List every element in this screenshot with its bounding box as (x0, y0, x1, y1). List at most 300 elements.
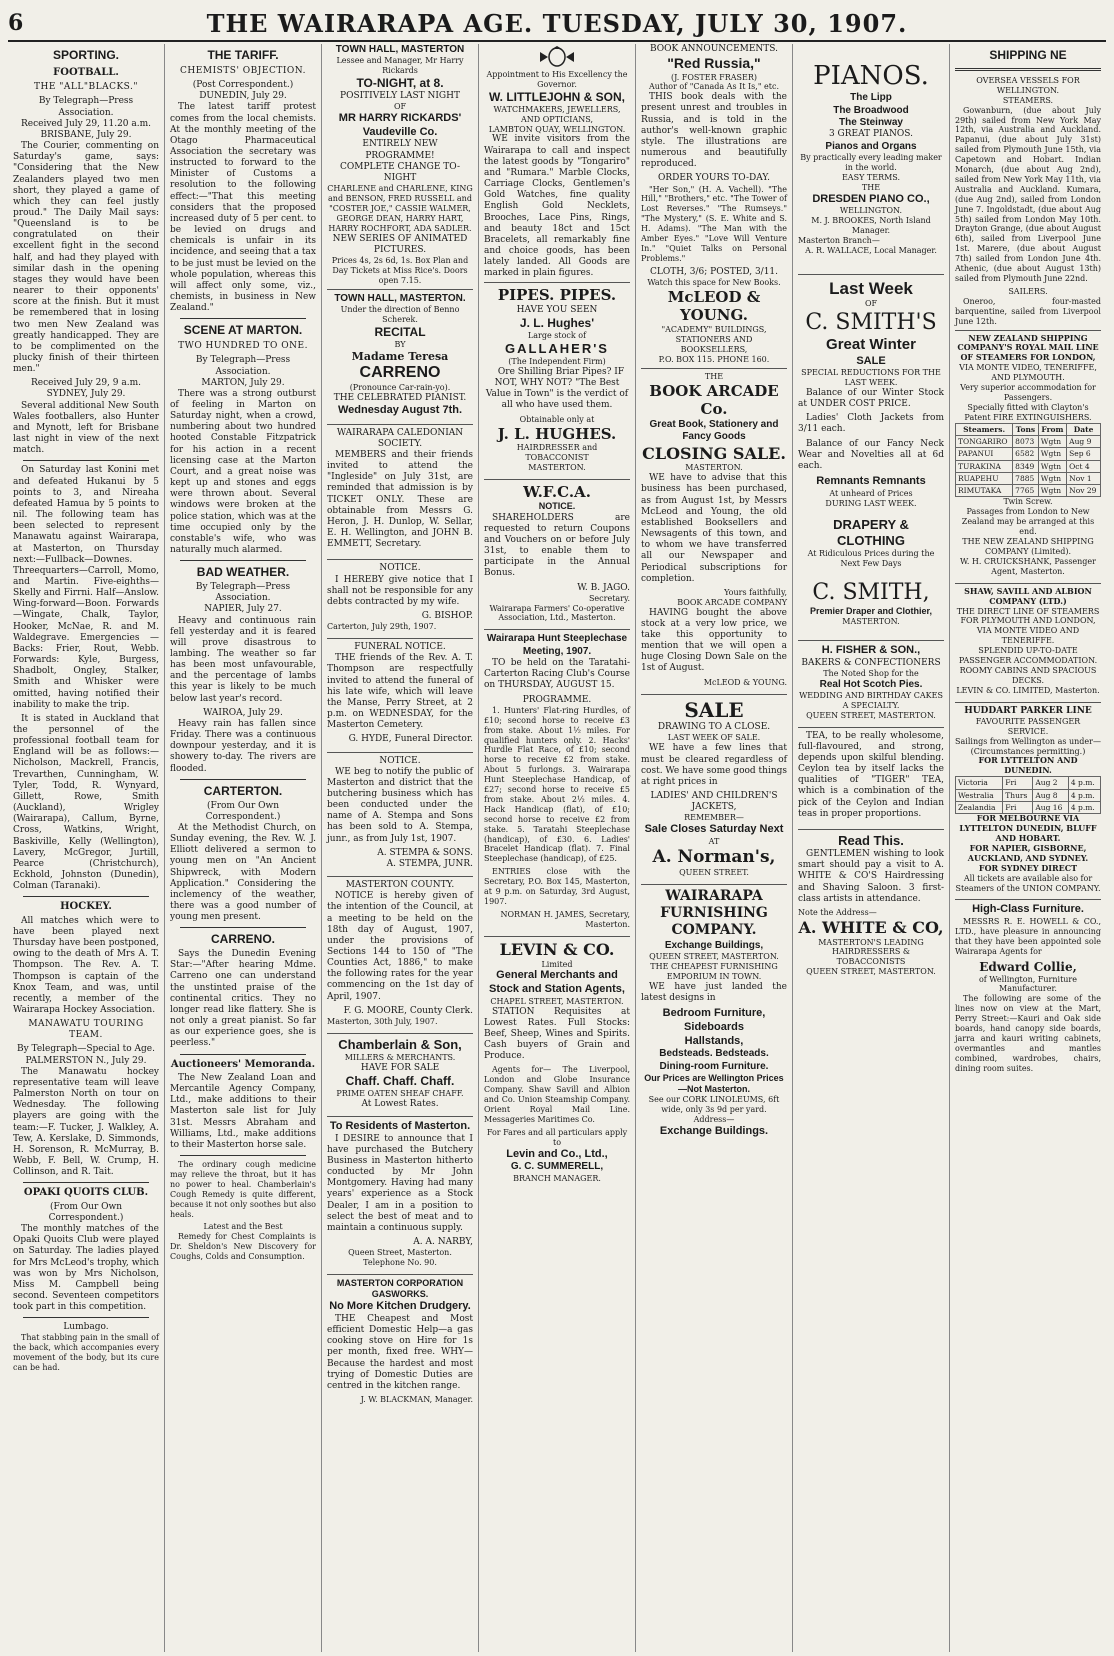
ad-heading: Lumbago. (63, 1322, 109, 1333)
article-body: Heavy and continuous rain fell yesterday and it is feared will prove disastrous to lambing. The weather so far has been most unfavourable, and the percentage of lambs this year is likely to be much below last year's record. (170, 615, 316, 704)
ad-line: Passages from London to New Zealand may be arranged at this end. (961, 507, 1095, 537)
ad-body: SHAREHOLDERS are requested to return Coupons and Vouchers on or before July 31st, to enable them to participate in the Annual Bonus. (484, 512, 630, 579)
ad-line: HAVE YOU SEEN (516, 305, 598, 316)
ad-line: Premier Draper and Clothier, (809, 605, 933, 616)
ad-line: Exchange Buildings, (664, 939, 764, 951)
article-body: The monthly matches of the Opaki Quoits Club were played on Saturday. The ladies played for Mrs McLeod's trophy, which was won by Mrs Nicholson, Miss M. Campbell being second. Seventeen competitors took part in this competition. (13, 1224, 159, 1313)
ad-body: Ladies' Cloth Jackets from 3/11 each. (798, 413, 944, 435)
table-cell: Thurs (1003, 789, 1033, 801)
ad-body: That stabbing pain in the small of the back, which accompanies every movement of the body, but its cure can be had. (13, 1333, 159, 1373)
ad-line: DRESDEN PIANO CO., (812, 192, 930, 205)
ad-line: ROOMY CABINS AND SPACIOUS DECKS. (959, 665, 1097, 685)
columns (8, 44, 1106, 1652)
ad-heading: NEW ZEALAND SHIPPING COMPANY'S ROYAL MAIL LINE OF STEAMERS FOR LONDON, (957, 332, 1099, 363)
heading-weather: BAD WEATHER. (196, 565, 290, 580)
byline: (From Our Own Correspondent.) (205, 800, 281, 822)
ad-line: A. WHITE & CO, (798, 917, 944, 937)
ad-line: By practically every leading maker in the world. (800, 152, 942, 172)
section-heading: OVERSEA VESSELS FOR WELLINGTON. (976, 75, 1080, 95)
table-row (956, 789, 1101, 801)
table-cell: 8349 (1013, 460, 1039, 472)
table-cell: TURAKINA (956, 460, 1013, 472)
ad-body: I HEREBY give notice that I shall not be responsible for any debts contracted by my wife. (327, 574, 473, 607)
table-cell: 4 p.m. (1068, 777, 1100, 789)
ad-line: of Wellington, Furniture Manufacturer. (978, 974, 1077, 994)
ad-line: DRAPERY & CLOTHING (833, 516, 909, 548)
ad-body: TEA, to be really wholesome, full-flavoured, and strong, depends upon skilful blending. Ceylon tea by itself lacks the qualities of "TIGER" TEA, which is a combination of the pick of the Ceylon and Indian teas in proper proportions. (798, 730, 944, 819)
ad-line: "ACADEMY" BUILDINGS, (661, 325, 767, 335)
ad-line: Wednesday August 7th. (337, 404, 463, 417)
ad-line: GALLAHER'S (505, 340, 609, 356)
ad-heading: MASTERTON CORPORATION GASWORKS. (336, 1277, 464, 1300)
table-cell: 7885 (1013, 472, 1039, 484)
ad-line: EASY TERMS. (841, 172, 901, 182)
ad-line: HAVE FOR SALE (360, 1062, 440, 1073)
ad-line: THE (861, 182, 881, 192)
ad-line: Remnants Remnants (816, 475, 926, 488)
ad-body: The following are some of the lines now on view at the Mart, Perry Street:—Kauri and Oak side boards, hand canopy side boards, jarra and kauri writing cabinets, overmantles and mantles combined, wardrobes, chairs, dining room suites. (955, 994, 1101, 1073)
column-advertisements-a (478, 44, 635, 1652)
ad-line: Twin Screw. (1003, 497, 1053, 507)
ad-line: BY (394, 339, 406, 349)
ad-line: BRANCH MANAGER. (513, 1173, 601, 1183)
ad-line: G. C. SUMMERELL, (510, 1161, 604, 1173)
ad-line: COMPLETE CHANGE TO-NIGHT (340, 161, 460, 183)
ad-line: FOR NAPIER, GISBORNE, AUCKLAND, AND SYDNEY. (967, 842, 1089, 863)
ad-line: STATIONERS AND BOOKSELLERS, (675, 334, 753, 354)
ad-line: The Lipp (850, 92, 892, 104)
column-sporting (8, 44, 164, 1652)
column-advertisements-c (792, 44, 949, 1652)
ad-signature: G. HYDE, Funeral Director. (348, 734, 473, 745)
article-body: All matches which were to have been played next Thursday have been postponed, owing to the death of Mrs A. T. Thompson. The Rev. A. T. Thompson is captain of the Knox Team, and was, until recently, a member of the Wairarapa Hockey Association. (13, 915, 159, 1015)
ad-line: At Lowest Rates. (361, 1098, 439, 1109)
ad-line: NOTICE. (538, 501, 576, 512)
column-advertisements-b (635, 44, 792, 1652)
article-body: The latest tariff protest comes from the local chemists. At the monthly meeting of the Otago Pharmaceutical Association the secretary was instructed to forward to the Minister of Customs a resolution to the following effect:—"That this meeting considers that the proposed increased duty of 5 per cent. to be levied on drugs and chemicals is unfair in its incidence, and seeing that a tax to be just must be levied on the whole population, whereas this will affect only some, viz., chemists, in business in New Zealand." (170, 102, 316, 314)
ad-signature: McLEOD & YOUNG. (703, 677, 787, 687)
ad-line: Under the direction of Benno Scherek. (340, 304, 460, 324)
ad-line: Queen Street, Masterton. Telephone No. 90. (348, 1248, 452, 1268)
byline: By Telegraph—Press Association. (195, 355, 291, 377)
ad-line: ORDER YOURS TO-DAY. (657, 173, 771, 184)
ad-line: Very superior accommodation for Passengers. (960, 383, 1096, 402)
ad-line: Vaudeville Co. (362, 125, 438, 138)
ad-heading: MASTERTON COUNTY. (345, 880, 455, 891)
ad-line: DRAWING TO A CLOSE. (657, 722, 771, 733)
ad-line: BAKERS & CONFECTIONERS (801, 657, 941, 668)
ad-body: THE friends of the Rev. A. T. Thompson are respectfully invited to attend the funeral of his late wife, which will leave the Manse, Perry Street, at 2 p.m. on WEDNESDAY, for the Masterton Cemetery. (327, 653, 473, 731)
byline: By Telegraph—Press Association. (195, 582, 291, 604)
heading-shipping: SHIPPING NE (989, 48, 1067, 62)
ad-line: OF (864, 298, 878, 308)
article-body: Oneroo, four-masted barquentine, sailed from Liverpool June 12th. (955, 296, 1101, 326)
ad-line: CLOTH, 3/6; POSTED, 3/11. (649, 266, 779, 277)
ad-line: MASTERTON'S LEADING HAIRDRESSERS & TOBACCONISTS (818, 937, 924, 967)
ad-line: RECITAL (374, 324, 426, 339)
ad-line: CARRENO (359, 364, 441, 382)
ad-signature: G. BISHOP. (421, 611, 473, 622)
ad-line: WELLINGTON. (839, 206, 903, 216)
ad-line: All tickets are available also for Steamers of the UNION COMPANY. (955, 873, 1101, 893)
byline: (From Our Own Correspondent.) (48, 1201, 124, 1223)
dateline: PALMERSTON N., July 29. (25, 1055, 147, 1066)
ad-signature: A. STEMPA & SONS. (377, 847, 473, 858)
ad-line: The Steinway (839, 117, 903, 129)
ad-heading: H. FISHER & SON., (821, 643, 921, 656)
ad-line: See our CORK LINOLEUMS, 6ft wide, only 3s 9d per yard. (648, 1095, 780, 1115)
sailing-table (955, 776, 1101, 814)
table-cell: Fri (1003, 777, 1033, 789)
ad-signature: A. STEMPA, JUNR. (386, 858, 473, 869)
heading-allblacks: THE "ALL"BLACKS." (33, 82, 139, 93)
article-body: Says the Dunedin Evening Star:—"After hearing Mdme. Carreno one can understand the unstinted praise of the continental critics. They no longer read like flattery. She is not only a great pianist. So far as our experience goes, she is peerless." (170, 949, 316, 1049)
ad-line: Sailings from Wellington as under—(Circumstances permitting.) (955, 736, 1101, 756)
ad-line: Wairarapa Farmers' Co-operative Association, Ltd., Masterton. (489, 603, 625, 623)
article-body: Gowanburn, (due about July 29th) sailed from New York May 12th, via Australia and Auckland. Papanui, (due about July 31st) sailed from Plymouth June 15th, via Capetown and Hobart. Indian Monarch, (due about Aug 2nd), sailed from New York May 11th, via Australia and Auckland. Kumara, (due Aug 2nd), sailed from London June 7. Ingoldstadt, (due about Aug 5th) sailed from London May 10th. Drayton Grange, (due about August 6th), sailed from Liverpool June 1st. Marere, (due about August 7th) sailed from London June 4th. Athenic, (due about August 13th) sailed from Plymouth June 22nd. (955, 105, 1101, 283)
ad-line: Specially fitted with Clayton's Patent FIRE EXTINGUISHERS. (964, 402, 1092, 422)
ad-signature: F. G. MOORE, County Clerk. (343, 1005, 473, 1016)
ad-heading: LEVIN & CO. (499, 939, 615, 959)
ad-line: Watch this space for New Books. (647, 277, 781, 287)
ad-line: 3 GREAT PIANOS. (828, 129, 914, 140)
table-cell: Wgtn (1038, 472, 1066, 484)
table-cell: Wgtn (1038, 435, 1066, 447)
dateline: DUNEDIN, July 29. (199, 91, 287, 102)
ad-heading: Wairarapa Hunt Steeplechase Meeting, 1907. (486, 633, 628, 657)
heading-carterton: CARTERTON. (203, 783, 283, 798)
ad-line: QUEEN STREET, MASTERTON. (806, 710, 936, 720)
table-cell: Aug 16 (1033, 801, 1069, 813)
subheading: TWO HUNDRED TO ONE. (178, 341, 308, 352)
ad-body: MESSRS R. E. HOWELL & CO., LTD., have pleasure in announcing that they have been appointed sole Wairarapa Agents for (955, 917, 1101, 956)
table-row (956, 801, 1101, 813)
table-cell: Westralia (956, 789, 1003, 801)
ad-line: Address— (693, 1115, 735, 1125)
ad-body: ENTRIES close with the Secretary, P.O. Box 145, Masterton, at 9 p.m. on Saturday, 3rd August, 1907. (484, 867, 630, 907)
ad-line: "Red Russia," (667, 55, 761, 72)
ad-body: WE beg to notify the public of Masterton and district that the butchering business which has been conducted under the name of A. Stempa and Sons has been sold to A. Stempa, junr., as from July 1st, 1907. (327, 766, 473, 844)
ad-line: LAMBTON QUAY, WELLINGTON. (488, 124, 626, 134)
ad-body: GENTLEMEN wishing to look smart should pay a visit to A. WHITE & CO'S Hairdressing and Shaving Saloon. 3 first-class artists in attendance. (798, 849, 944, 904)
ad-line: Large stock of (527, 331, 587, 341)
ad-line: PRIME OATEN SHEAF CHAFF. (336, 1088, 464, 1098)
received-time: Received July 29, 9 a.m. (31, 378, 141, 389)
ad-line: QUEEN STREET. (679, 867, 749, 877)
ad-heading: PIPES. PIPES. (497, 286, 617, 305)
ad-heading: To Residents of Masterton. (329, 1119, 471, 1132)
ad-body: TO be held on the Taratahi-Carterton Racing Club's Course on THURSDAY, AUGUST 15. (484, 658, 630, 691)
heading-football: FOOTBALL. (53, 66, 119, 78)
article-body: At the Methodist Church, on Sunday evening, the Rev. W. J. Elliott delivered a sermon to young men on "An Ancient Shipwreck, with Modern Application." Considering the inclemency of the weather, there was a good number of young men present. (170, 822, 316, 923)
ad-heading: High-Class Furniture. (972, 903, 1084, 916)
table-cell: Victoria (956, 777, 1003, 789)
dateline: NAPIER, July 27. (204, 604, 282, 615)
ad-line: POSITIVELY LAST NIGHT (340, 91, 460, 102)
ad-line: TO-NIGHT, at 8. (356, 76, 444, 91)
ad-heading: TOWN HALL, MASTERTON (335, 44, 465, 55)
ad-line: LEVIN & CO. LIMITED, Masterton. (956, 685, 1100, 695)
ad-line: OF (393, 102, 407, 112)
table-cell: 4 p.m. (1068, 801, 1100, 813)
ad-line: CHARLENE and CHARLENE, KING and BENSON, FRED RUSSELL and "COSTER JOE," CASSIE WALMER, GEORGE DEAN, HARRY HART, HARRY ROCHFORT, ADA SADLER. (327, 184, 473, 233)
ad-line: REMEMBER— (684, 813, 744, 823)
table-header: From (1038, 423, 1066, 435)
column-shipping (949, 44, 1106, 1652)
ad-line: AT (708, 836, 720, 846)
ad-line: Levin and Co., Ltd., (506, 1147, 608, 1160)
ad-body: HAVING bought the above stock at a very low price, we take this opportunity to mention that we will open a huge Closing Down Sale on the 1st of August. (641, 607, 787, 674)
ad-body: Remedy for Chest Complaints is Dr. Sheldon's New Discovery for Coughs, Colds and Consumption. (170, 1232, 316, 1262)
dateline: MARTON, July 29. (201, 377, 285, 388)
table-cell: Zealandia (956, 801, 1003, 813)
received-time: Received July 29, 11.20 a.m. (20, 118, 152, 129)
ad-body: WE have a few lines that must be cleared regardless of cost. We have some good things at right prices in (641, 743, 787, 787)
ad-body: THE Cheapest and Most efficient Domestic Help—a gas cooking stove on Hire for 1s per month, fixed free. WHY—Because the hardest and most trying of Domestic Duties are centred in the kitchen range. (327, 1313, 473, 1391)
ad-heading: HUDDART PARKER LINE (964, 705, 1092, 716)
ad-signature: J. W. BLACKMAN, Manager. (360, 1395, 473, 1404)
ad-line: Yours faithfully, (724, 587, 787, 597)
sailing-table (955, 423, 1101, 498)
ad-heading: W. LITTLEJOHN & SON, (488, 89, 625, 104)
ad-line: Masterton Branch— (798, 235, 880, 245)
ad-line: McLEOD & YOUNG. (667, 287, 761, 325)
ad-line: (Pronounce Car-rain-yo). (349, 383, 451, 393)
table-cell: Wgtn (1038, 485, 1066, 497)
ad-line: Great Book, Stationery and Fancy Goods (649, 418, 779, 443)
ad-heading: NOTICE. (379, 563, 421, 574)
ad-line: SPLENDID UP-TO-DATE PASSENGER ACCOMMODATION. (958, 646, 1098, 666)
ad-line: NEW SERIES OF ANIMATED PICTURES. (332, 233, 468, 255)
ad-line: Author of "Canada As It Is," etc. (648, 82, 780, 92)
ad-body: STATION Requisites at Lowest Rates. Full Stocks: Beef, Sheep, Wines and Spirits. Cash buyers of Grain and Produce. (484, 1006, 630, 1062)
ad-heading: SHAW, SAVILL AND ALBION COMPANY (LTD.) (964, 585, 1092, 606)
table-cell: RIMUTAKA (956, 485, 1013, 497)
ad-line: MR HARRY RICKARDS' (338, 112, 462, 125)
dateline: BRISBANE, July 29. (40, 129, 132, 140)
ad-line: For Fares and all particulars apply to (486, 1127, 628, 1147)
ad-line: C. SMITH, (812, 579, 930, 605)
article-body: There was a strong outburst of feeling in Marton on Saturday night, when a crowd, numbering about two hundred hooted Constable Fitzpatrick for his action in a recent licensing case at the Marton Court, and a great noise was kept up and stones and eggs were thrown about. Several windows were broken at the police station, which was at the time occupied only by the constable's wife, who was naturally much alarmed. (170, 388, 316, 555)
table-cell: Wgtn (1038, 448, 1066, 460)
table-cell: 7765 (1013, 485, 1039, 497)
ad-heading: SALE (684, 697, 744, 722)
ad-signature: W. B. JAGO. (577, 582, 630, 593)
ad-line: No More Kitchen Drudgery. (329, 1300, 471, 1313)
ad-line: P.O. BOX 115. PHONE 160. (658, 354, 770, 364)
ad-line: FOR SYDNEY DIRECT (978, 862, 1078, 873)
table-row (956, 460, 1101, 472)
ad-body: Agents for— The Liverpool, London and Globe Insurance Company. Shaw Savill and Albion and Co. Union Steamship Company. Orient Royal Mail Line. Messageries Maritimes Co. (484, 1065, 630, 1124)
ad-line: THE CELEBRATED PIANIST. (333, 392, 467, 403)
ad-line: Bedroom Furniture, (662, 1007, 766, 1020)
ad-line: Sideboards (684, 1020, 744, 1033)
ad-line: QUEEN STREET, MASTERTON. (649, 952, 779, 962)
ad-line: THE CHEAPEST FURNISHING EMPORIUM IN TOWN. (650, 962, 778, 982)
table-cell: 4 p.m. (1068, 789, 1100, 801)
ad-line: SALE (856, 354, 886, 367)
ad-line: FOR LYTTELTON AND DUNEDIN. (978, 755, 1078, 776)
ad-signature: A. A. NARBY, (413, 1237, 473, 1247)
ad-line: Limited (541, 959, 573, 969)
newspaper-title: THE WAIRARAPA AGE. TUESDAY, JULY 30, 1907. (206, 8, 908, 38)
table-cell: PAPANUI (956, 448, 1013, 460)
ad-line: THE NEW ZEALAND SHIPPING COMPANY (Limited). (962, 537, 1094, 556)
ad-body: Balance of our Fancy Neck Wear and Novelties all at 6d each. (798, 438, 944, 471)
ad-line: Masterton, 30th July, 1907. (327, 1016, 438, 1026)
ad-body: NOTICE is hereby given of the intention of the Council, at a meeting to be held on the 18th day of August, 1907, under the provisions of Sections 144 to 150 of "The Counties Act, 1886," to make the following rates for the year commencing on the 1st day of April, 1907. (327, 891, 473, 1002)
ad-line: (J. FOSTER FRASER) (671, 72, 757, 82)
table-cell: Wgtn (1038, 460, 1066, 472)
ad-body: WE invite visitors from the Wairarapa to call and inspect the latest goods by "Tongariro" and "Rumara." Marble Clocks, Carriage Clocks, Gentlemen's Gold Watches, fine quality English Gold Necklets, Brooches, Lace Pins, Rings, and beauty 18ct and 15ct Bracelets, all remarkably fine and choice goods, has been lately landed. All Goods are marked in plain figures. (484, 134, 630, 279)
ad-line: Dining-room Furniture. (659, 1060, 769, 1072)
table-row (956, 448, 1101, 460)
ad-body: Balance of our Winter Stock at UNDER COST PRICE. (798, 388, 944, 410)
dateline: SYDNEY, July 29. (46, 389, 126, 400)
ad-body: "Her Son," (H. A. Vachell). "The Hill," "Brothers," etc. "The Tower of Lost Reverses." "The Rumseys." "The Mystery," (S. E. White and S. H. Adams). "The Man with the Amber Eyes." "Love Will Venture In." "Quiet Talks on Personal Problems." (641, 184, 787, 263)
table-header: Tons (1013, 423, 1039, 435)
ad-line: A. R. WALLACE, Local Manager. (805, 245, 937, 255)
ad-line: M. J. BROOKES, North Island Manager. (811, 216, 931, 236)
ad-line: FOR MELBOURNE VIA LYTTELTON DUNEDIN, BLUFF AND HOBART. (959, 813, 1097, 843)
ad-line: (The Independent Firm) (508, 357, 606, 367)
ad-line: VIA MONTE VIDEO, TENERIFFE, AND PLYMOUTH. (959, 363, 1097, 383)
ad-heading: PIANOS. (813, 61, 929, 91)
article-body: The Courier, commenting on Saturday's game, says: "Considering that the New Zealanders played two men short, they played a game of which they can feel justly proud." The Daily Mail says: "Queensland is to be congratulated on their excellent fight in the second half, and had they played with similar dash in the opening stages they would have been nearer to their opponents' score at the finish. But it must be remembered that in losing two men New Zealand was greatly handicapped. They are to be complimented on the plucky finish of their thirteen men." (13, 141, 159, 375)
ad-heading: Chamberlain & Son, (338, 1036, 462, 1052)
ad-line: SPECIAL REDUCTIONS FOR THE LAST WEEK. (801, 368, 941, 388)
article-body: On Saturday last Konini met and defeated Hukanui by 5 points to 3, and Nireaha defeated Hamua by 5 points to nil. The following team has been selected to represent Manawatu against Wairarapa, at Masterton, on Thursday next:—Fullback—Downes. Threequarters—Carroll, Momo, and Martin. Five-eighths—Skelly and Firrni. Half—Anslow. Wing-forward—Boon. Forwards—Wingate, Chalk, Taylor, Hooker, McNae, R. and M. Waldegrave. Emergencies — Backs: Frier, Rout, Webb. Forwards: Kyle, Burgess, Shadbolt, Ongley, Stalker, Smith and Whisker were omitted, having notified their inability to make the trip. (13, 465, 159, 710)
ad-line: PROGRAMME. (522, 694, 592, 705)
table-row (956, 472, 1101, 484)
ad-line: C. SMITH'S (805, 309, 937, 335)
dateline: WAIROA, July 29. (203, 707, 283, 718)
heading-hockey: HOCKEY. (60, 901, 112, 913)
ad-line: Obtainable only at (519, 414, 595, 424)
ad-line: Bedsteads. Bedsteads. (659, 1048, 769, 1060)
ad-body: WE have just landed the latest designs in (641, 981, 787, 1004)
heading-carreno: CARRENO. (210, 932, 275, 947)
ad-line: THE DIRECT LINE OF STEAMERS FOR PLYMOUTH AND LONDON, VIA MONTE VIDEO AND TENERIFFE. (956, 606, 1100, 646)
ad-line: Chaff. Chaff. Chaff. (345, 1074, 455, 1089)
section-heading: SAILERS. (1008, 286, 1048, 296)
ad-line: Madame Teresa (351, 349, 449, 363)
subheading: CHEMISTS' OBJECTION. (180, 65, 306, 76)
ad-line: ENTIRELY NEW PROGRAMME! (362, 139, 438, 161)
ad-line: Secretary. (588, 593, 630, 603)
royal-crest-icon (537, 46, 577, 68)
ad-heading: TOWN HALL, MASTERTON. (334, 292, 466, 304)
ad-line: Appointment to His Excellency the Governor. (486, 70, 628, 89)
ad-line: THE (704, 371, 724, 381)
ad-line: Prices 4s, 2s 6d, 1s. Box Plan and Day Tickets at Miss Rice's. Doors open 7.15. (331, 255, 469, 285)
ad-line: Sale Closes Saturday Next (644, 823, 784, 836)
article-body: It is stated in Auckland that the personnel of the professional football team for England will be as follows:—Nicholson, Mackrell, Francis, Trevarthen, Cunningham, W. Tyler, Todd, R. Wynyard, Gillett, Rowe, Smith (Auckland), Wrigley (Wairarapa), Callum, Byrne, Cross, Watkins, Wright, Baskiville, Kelly (Wellington), Lavery, McGregor, Jurtill, Pearce (Christchurch), Eckhold, Johnston (Dunedin), Colman (Taranaki). (13, 713, 159, 892)
ad-signature: BOOK ARCADE COMPANY (677, 597, 787, 607)
ad-body: WE have to advise that this business has been purchased, as from August 1st, by Messrs McLeod and Young, the old established Booksellers and Newsagents of this town, and to whom we have transferred all our Newspaper and Periodical subscriptions for completion. (641, 473, 787, 584)
ad-line: Pianos and Organs (825, 140, 917, 152)
ad-heading: FUNERAL NOTICE. (354, 642, 446, 653)
ad-line: WEDDING AND BIRTHDAY CAKES A SPECIALTY. (799, 690, 943, 710)
ad-body: I DESIRE to announce that I have purchased the Butchery Business in Masterton hitherto conducted by Mr John Montgomery. Having had many years' experience as a Stock Dealer, I am in a position to select the best of meat and to maintain a continuous supply. (327, 1133, 473, 1233)
byline: By Telegraph—Special to Age. (16, 1044, 155, 1055)
byline: (Post Correspondent.) (192, 80, 294, 91)
ad-line: Carterton, July 29th, 1907. (327, 622, 437, 632)
heading-manawatu: MANAWATU TOURING TEAM. (28, 1019, 144, 1041)
ad-body: Ore Shilling Briar Pipes? IF NOT, WHY NOT? "The Best Value in Town" is the verdict of all who have used them. (485, 366, 629, 411)
ad-line: WATCHMAKERS, JEWELLERS, AND OPTICIANS, (493, 104, 621, 124)
ad-line: The Broadwood (833, 104, 909, 116)
table-cell: Oct 4 (1067, 460, 1101, 472)
ad-heading: Read This. (838, 832, 904, 848)
ad-line: MASTERTON. (842, 617, 900, 626)
table-cell: 6582 (1013, 448, 1039, 460)
ad-heading: Latest and the Best (203, 1222, 283, 1232)
table-header: Date (1067, 423, 1101, 435)
table-cell: Sep 6 (1067, 448, 1101, 460)
ad-heading: WAIRARAPA FURNISHING COMPANY. (660, 887, 768, 939)
ad-heading: BOOK ANNOUNCEMENTS. (649, 44, 779, 54)
ad-line: Our Prices are Wellington Prices—Not Masterton. (644, 1072, 784, 1095)
ad-line: Note the Address— (798, 907, 877, 917)
table-cell: Aug 9 (1067, 435, 1101, 447)
ad-body: MEMBERS and their friends invited to attend the "Ingleside" on July 31st, are reminded that admission is by TICKET ONLY. These are obtainable from Messrs G. Heron, J. H. Dunlop, W. Sellar, E. H. Wellington, and JOHN B. EMMETT, Secretary. (327, 450, 473, 550)
masthead (8, 6, 1106, 42)
ad-line: FAVOURITE PASSENGER SERVICE. (975, 716, 1081, 736)
ad-body: 1. Hunters' Flat-ring Hurdles, of £10; second horse to receive £3 from stake. About 1½ miles. For qualified hunters only. 2. Hacks' Hurdle Flat Race, of £10; second horse to receive £2 from stake. About 5 furlongs. 3. Wairarapa Hunt Steeplechase Handicap, of £27; second horse to receive £5 from stake. About 2½ miles. 4. Hack Handicap (flat), of £10; second horse to receive £2 from stake. 5. Taratahi Steeplechase (handicap), of £30. 6. Ladies' Bracelet Handicap (flat). 7. Final Steeplechase (handicap), of £25. (484, 705, 630, 864)
ad-line: MASTERTON. (685, 463, 743, 473)
article-body: Several additional New South Wales footballers, also Hunter and Mynott, left for Brisbane last night in view of the next match. (13, 400, 159, 456)
ad-heading: WAIRARAPA CALEDONIAN SOCIETY. (336, 427, 464, 449)
ad-line: DURING LAST WEEK. (825, 498, 917, 508)
article-body: The Manawatu hockey representative team will leave Palmerston North on tour on Wednesday. The following players are going with the team:—F. Tucker, J. Walkley, A. Tew, A. Kerslake, D. Simmonds, H. Sorenson, R. McMurray, B. Webb, F. Bell, W. Crump, H. Collinson, and R. Tait. (13, 1066, 159, 1178)
ad-signature: NORMAN H. JAMES, Secretary, Masterton. (500, 909, 630, 929)
ad-line: J. L. Hughes' (519, 316, 595, 331)
ad-line: Edward Collie, (979, 959, 1077, 974)
article-body: The New Zealand Loan and Mercantile Agency Company, Ltd., make additions to their Masterton sale list for July 31st. Messrs Abraham and Williams, Ltd., make additions to their Masterton horse sale. (170, 1072, 316, 1150)
table-row (956, 485, 1101, 497)
byline: By Telegraph—Press Association. (38, 96, 134, 118)
heading-sporting: SPORTING. (52, 48, 119, 62)
ad-line: W. H. CRUICKSHANK, Passenger Agent, Masterton. (960, 556, 1096, 576)
heading-tariff: THE TARIFF. (207, 48, 279, 62)
ad-line: At unheard of Prices (829, 488, 913, 498)
heading-opaki: OPAKI QUOITS CLUB. (23, 1187, 149, 1199)
ad-line: General Merchants and Stock and Station Agents, (489, 969, 625, 996)
table-header: Steamers. (956, 423, 1013, 435)
heading-marton: SCENE AT MARTON. (183, 323, 303, 338)
section-heading: STEAMERS. (1002, 95, 1054, 105)
ad-heading: Last Week (829, 278, 913, 298)
ad-line: QUEEN STREET, MASTERTON. (806, 967, 936, 977)
ad-line: Exchange Buildings. (659, 1124, 769, 1137)
ad-line: Hallstands, (684, 1034, 744, 1047)
ad-heading: W.F.C.A. (523, 482, 591, 501)
table-cell: Nov 29 (1067, 485, 1101, 497)
table-cell: Fri (1003, 801, 1033, 813)
ad-line: CLOSING SALE. (642, 443, 786, 463)
ad-line: At Ridiculous Prices during the Next Few Days (807, 548, 935, 568)
ad-line: The Noted Shop for the (823, 668, 919, 678)
ad-line: Lessee and Manager, Mr Harry Rickards (336, 56, 464, 76)
ad-line: LADIES' AND CHILDREN'S JACKETS, (650, 791, 778, 813)
table-row (956, 777, 1101, 789)
ad-line: MASTERTON. (528, 462, 586, 472)
ad-heading: BOOK ARCADE Co. (649, 381, 779, 419)
ad-line: MILLERS & MERCHANTS. (344, 1052, 456, 1062)
column-notices (321, 44, 478, 1652)
table-cell: Nov 1 (1067, 472, 1101, 484)
